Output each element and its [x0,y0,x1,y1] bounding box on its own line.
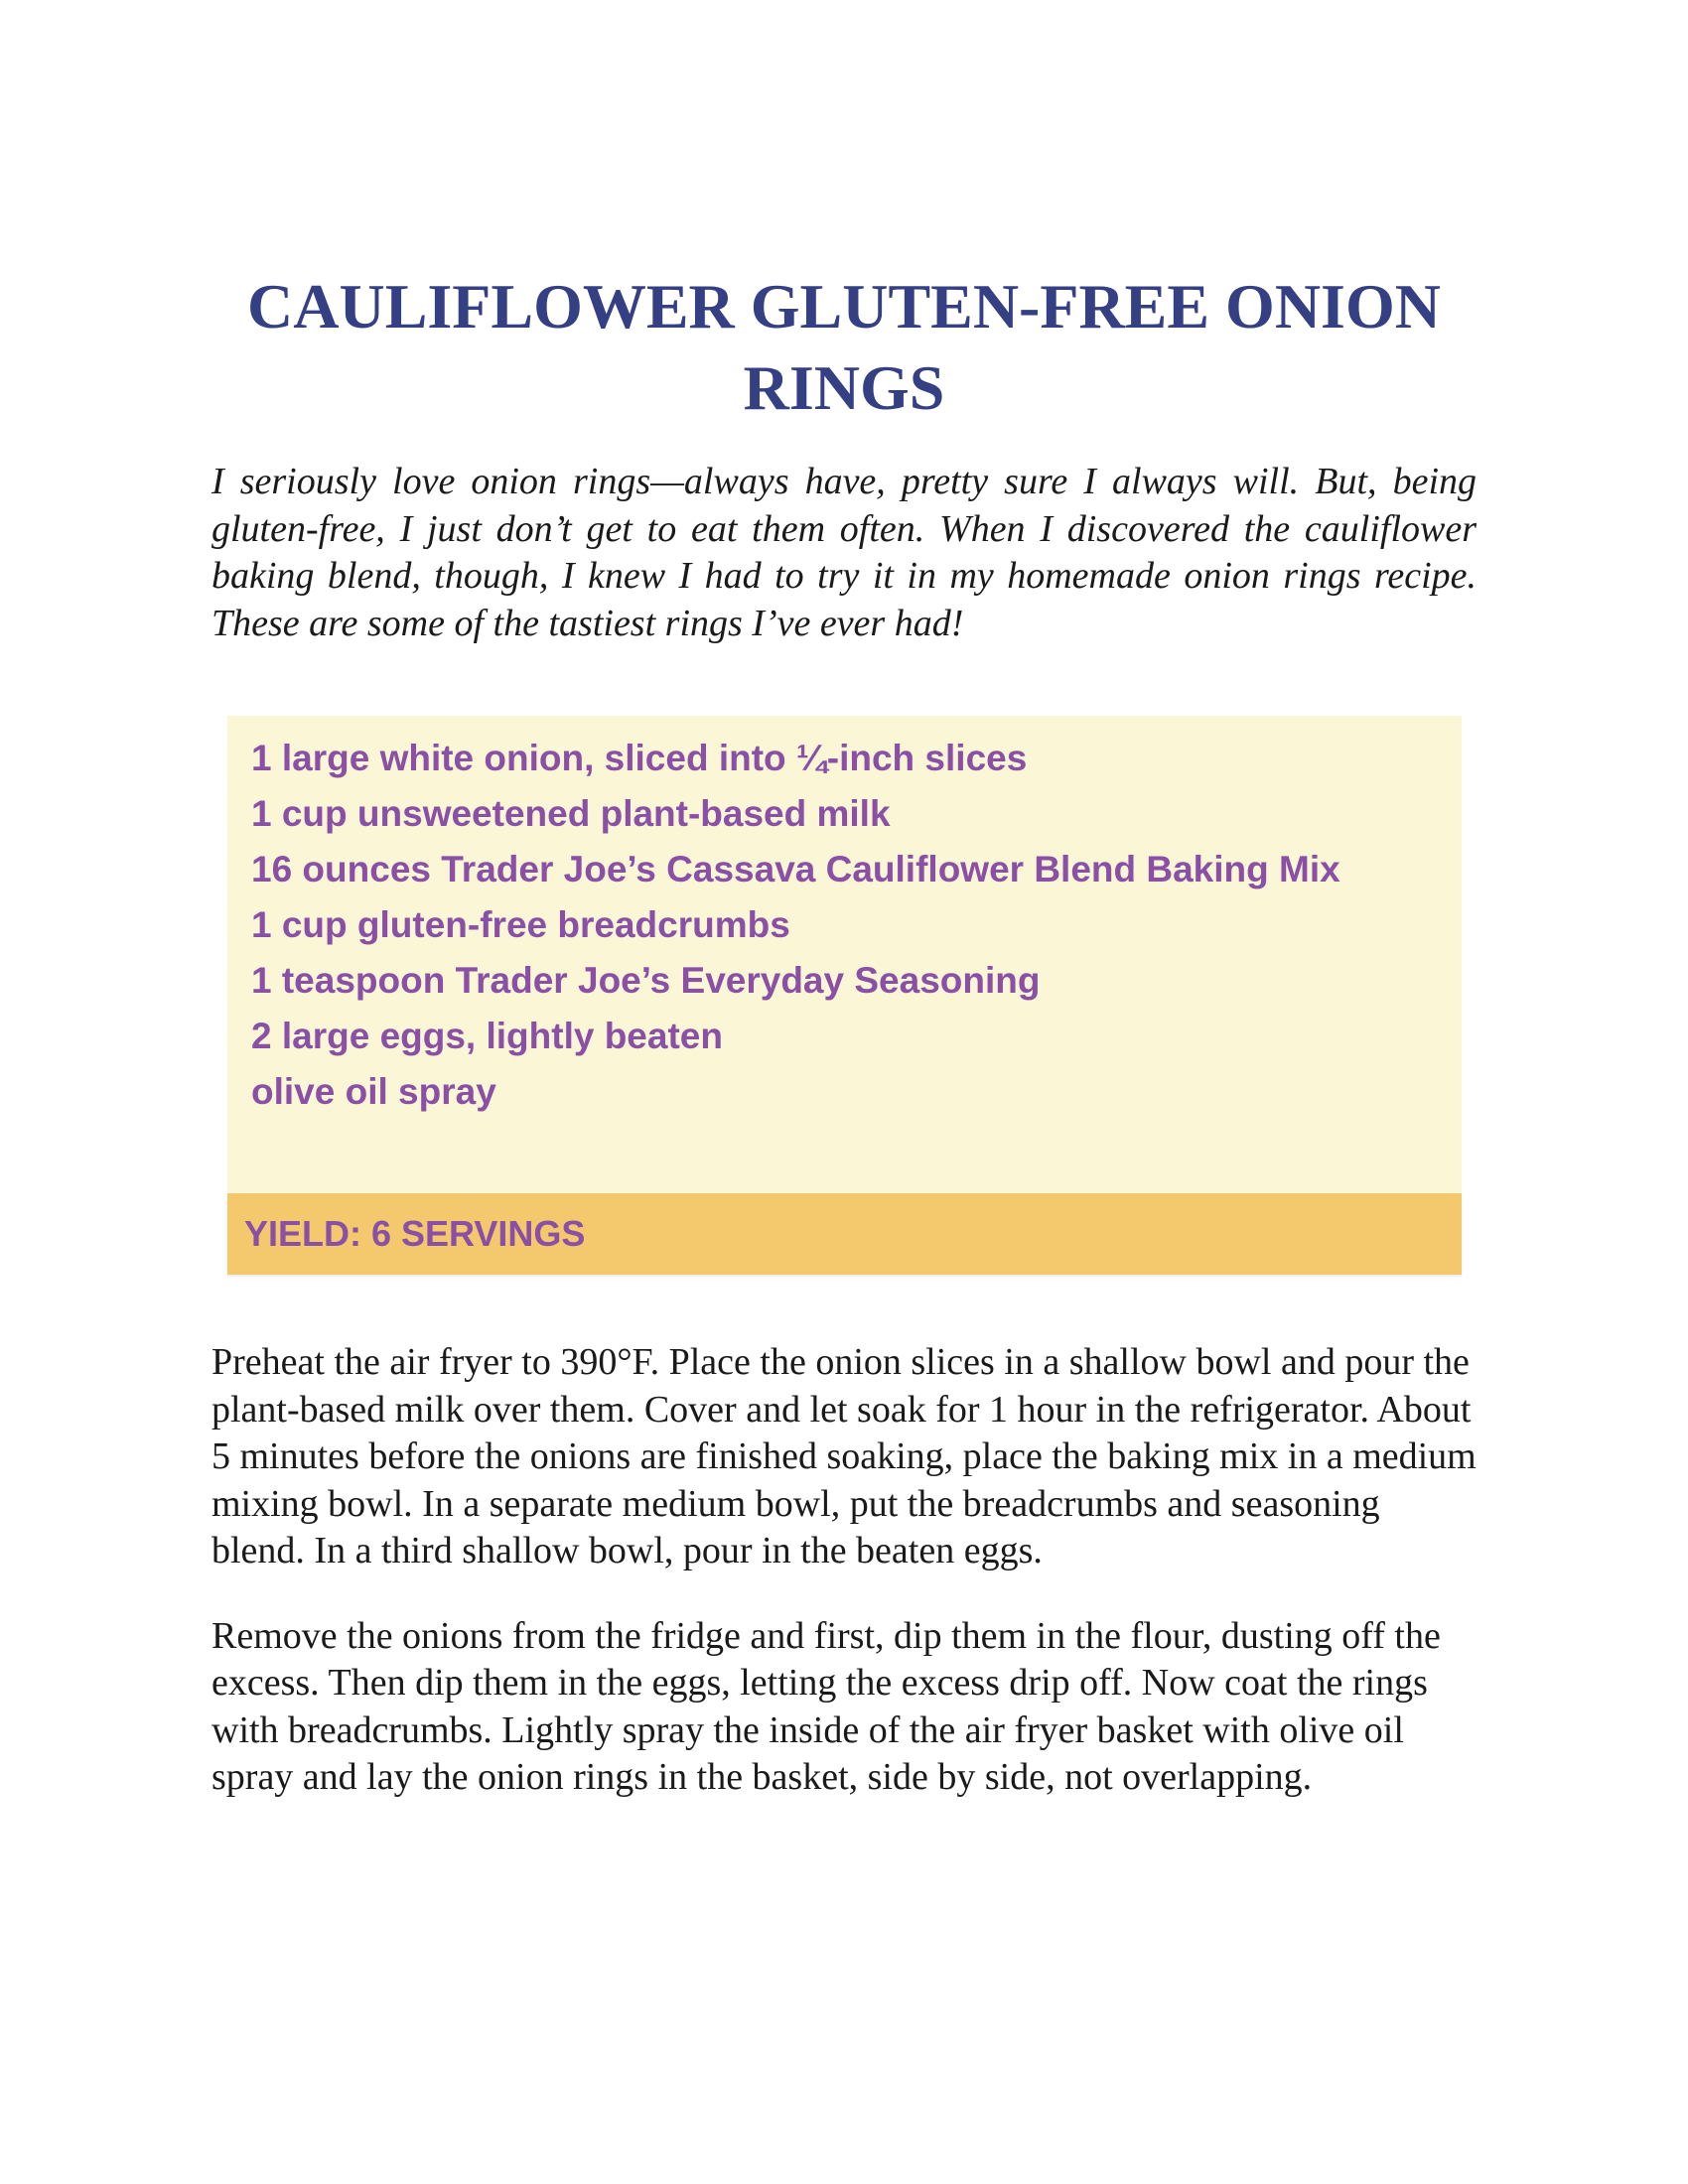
ingredient-item: 1 teaspoon Trader Joe’s Everyday Seasoning [251,960,1041,1001]
ingredients-list [251,735,1433,1124]
direction-paragraph: Preheat the air fryer to 390°F. Place the onion slices in a shallow bowl and pour the plant-based milk over them. Cover and let soak for 1 hour in the refrigerator. About 5 minutes before the onions are finished soaking, place the baking mix in a medium mixing bowl. In a separate medium bowl, put the breadcrumbs and seasoning blend. In a third shallow bowl, pour in the beaten eggs. [211,1341,1477,1571]
ingredient-item: 1 cup gluten-free breadcrumbs [251,904,790,945]
yield-bar [227,1193,1462,1275]
ingredient-item: 1 large white onion, sliced into ¼-inch slices [251,738,1028,778]
ingredient-item: olive oil spray [251,1071,496,1112]
ingredient-item: 16 ounces Trader Joe’s Cassava Cauliflower Blend Baking Mix [251,849,1340,889]
recipe-title: CAULIFLOWER GLUTEN-FREE ONION RINGS [247,271,1441,423]
directions [211,1339,1477,1840]
recipe-intro: I seriously love onion rings—always have, pretty sure I always will. But, being gluten-free, I just don’t get to eat them often. When I discovered the cauliflower baking blend, though, I knew I had to try it in my homemade onion rings recipe. These are some of the tastiest rings I’ve ever had! [211,461,1477,644]
direction-paragraph: Remove the onions from the fridge and first, dip them in the flour, dusting off the excess. Then dip them in the eggs, letting the excess drip off. Now coat the rings with breadcrumbs. Lightly spray the inside of the air fryer basket with olive oil spray and lay the onion rings in the basket, side by side, not overlapping. [211,1614,1441,1798]
ingredient-item: 2 large eggs, lightly beaten [251,1016,723,1056]
ingredient-item: 1 cup unsweetened plant-based milk [251,793,891,834]
yield-text: YIELD: 6 SERVINGS [244,1213,586,1254]
